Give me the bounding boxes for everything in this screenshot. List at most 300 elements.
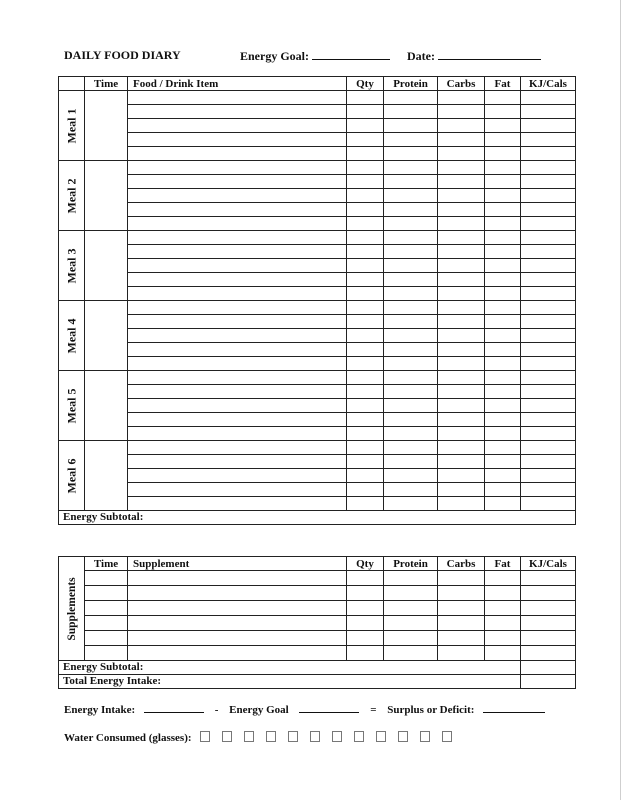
cell-kj[interactable] — [521, 217, 576, 231]
cell-fat[interactable] — [485, 203, 521, 217]
supp-cell-carbs[interactable] — [438, 586, 485, 601]
cell-protein[interactable] — [384, 231, 438, 245]
cell-protein[interactable] — [384, 203, 438, 217]
cell-fat[interactable] — [485, 105, 521, 119]
cell-qty[interactable] — [347, 427, 384, 441]
cell-item[interactable] — [128, 483, 347, 497]
cell-kj[interactable] — [521, 455, 576, 469]
cell-qty[interactable] — [347, 119, 384, 133]
cell-carbs[interactable] — [438, 399, 485, 413]
cell-carbs[interactable] — [438, 371, 485, 385]
cell-item[interactable] — [128, 301, 347, 315]
cell-protein[interactable] — [384, 329, 438, 343]
meal-row — [59, 315, 576, 329]
supp-cell-kj[interactable] — [521, 571, 576, 586]
cell-kj[interactable] — [521, 329, 576, 343]
cell-kj[interactable] — [521, 175, 576, 189]
cell-kj[interactable] — [521, 343, 576, 357]
cell-item[interactable] — [128, 105, 347, 119]
meal-row — [59, 91, 576, 105]
cell-carbs[interactable] — [438, 441, 485, 455]
cell-fat[interactable] — [485, 161, 521, 175]
cell-fat[interactable] — [485, 413, 521, 427]
supp-cell-protein[interactable] — [384, 571, 438, 586]
supp-cell-qty[interactable] — [347, 646, 384, 661]
cell-qty[interactable] — [347, 147, 384, 161]
supp-col-protein: Protein — [384, 557, 438, 571]
cell-item[interactable] — [128, 231, 347, 245]
cell-carbs[interactable] — [438, 119, 485, 133]
energy-goal-field[interactable] — [312, 48, 390, 60]
cell-protein[interactable] — [384, 133, 438, 147]
cell-carbs[interactable] — [438, 147, 485, 161]
cell-fat[interactable] — [485, 399, 521, 413]
cell-kj[interactable] — [521, 119, 576, 133]
cell-qty[interactable] — [347, 497, 384, 511]
surplus-deficit-label: Surplus or Deficit: — [387, 704, 475, 716]
cell-item[interactable] — [128, 455, 347, 469]
cell-qty[interactable] — [347, 469, 384, 483]
cell-qty[interactable] — [347, 189, 384, 203]
cell-kj[interactable] — [521, 315, 576, 329]
cell-carbs[interactable] — [438, 357, 485, 371]
supp-cell-fat[interactable] — [485, 586, 521, 601]
total-energy-intake-value[interactable] — [521, 675, 576, 689]
cell-carbs[interactable] — [438, 385, 485, 399]
supp-cell-protein[interactable] — [384, 601, 438, 616]
cell-qty[interactable] — [347, 371, 384, 385]
cell-item[interactable] — [128, 413, 347, 427]
cell-protein[interactable] — [384, 301, 438, 315]
cell-kj[interactable] — [521, 273, 576, 287]
supplements-label: Supplements — [65, 576, 78, 641]
col-time: Time — [85, 77, 128, 91]
cell-protein[interactable] — [384, 399, 438, 413]
corner-cell — [59, 77, 85, 91]
cell-item[interactable] — [128, 259, 347, 273]
cell-item[interactable] — [128, 189, 347, 203]
page-edge-line — [620, 0, 621, 800]
cell-protein[interactable] — [384, 315, 438, 329]
water-glass-checkbox[interactable] — [310, 731, 320, 742]
cell-item[interactable] — [128, 273, 347, 287]
cell-item[interactable] — [128, 245, 347, 259]
cell-carbs[interactable] — [438, 203, 485, 217]
cell-carbs[interactable] — [438, 231, 485, 245]
meal-row — [59, 189, 576, 203]
cell-protein[interactable] — [384, 245, 438, 259]
cell-kj[interactable] — [521, 441, 576, 455]
meal-time-cell[interactable] — [85, 371, 128, 441]
cell-protein[interactable] — [384, 273, 438, 287]
cell-kj[interactable] — [521, 105, 576, 119]
water-glass-checkbox[interactable] — [332, 731, 342, 742]
cell-carbs[interactable] — [438, 273, 485, 287]
supp-cell-fat[interactable] — [485, 616, 521, 631]
cell-qty[interactable] — [347, 231, 384, 245]
supp-cell-fat[interactable] — [485, 601, 521, 616]
water-glass-checkbox[interactable] — [244, 731, 254, 742]
cell-carbs[interactable] — [438, 217, 485, 231]
cell-fat[interactable] — [485, 231, 521, 245]
supp-cell-carbs[interactable] — [438, 646, 485, 661]
total-energy-intake: Total Energy Intake: — [59, 675, 521, 689]
supp-cell-time[interactable] — [85, 571, 128, 586]
water-glass-checkbox[interactable] — [354, 731, 364, 742]
water-glass-checkbox[interactable] — [442, 731, 452, 742]
cell-fat[interactable] — [485, 427, 521, 441]
cell-carbs[interactable] — [438, 427, 485, 441]
supp-col-supplement: Supplement — [128, 557, 347, 571]
cell-carbs[interactable] — [438, 497, 485, 511]
cell-item[interactable] — [128, 217, 347, 231]
cell-kj[interactable] — [521, 147, 576, 161]
water-glass-checkboxes — [200, 731, 464, 744]
cell-fat[interactable] — [485, 91, 521, 105]
cell-qty[interactable] — [347, 399, 384, 413]
cell-carbs[interactable] — [438, 329, 485, 343]
cell-carbs[interactable] — [438, 245, 485, 259]
cell-item[interactable] — [128, 427, 347, 441]
cell-fat[interactable] — [485, 455, 521, 469]
cell-qty[interactable] — [347, 259, 384, 273]
cell-qty[interactable] — [347, 413, 384, 427]
meal-row — [59, 357, 576, 371]
cell-kj[interactable] — [521, 287, 576, 301]
cell-qty[interactable] — [347, 273, 384, 287]
energy-goal-summary-field[interactable] — [299, 701, 359, 713]
cell-item[interactable] — [128, 133, 347, 147]
cell-item[interactable] — [128, 385, 347, 399]
cell-kj[interactable] — [521, 413, 576, 427]
cell-fat[interactable] — [485, 133, 521, 147]
water-glass-checkbox[interactable] — [376, 731, 386, 742]
meal-row — [59, 497, 576, 511]
supp-col-qty: Qty — [347, 557, 384, 571]
cell-fat[interactable] — [485, 189, 521, 203]
supplement-row — [59, 571, 576, 586]
cell-protein[interactable] — [384, 441, 438, 455]
cell-protein[interactable] — [384, 385, 438, 399]
cell-qty[interactable] — [347, 91, 384, 105]
cell-protein[interactable] — [384, 147, 438, 161]
supp-cell-kj[interactable] — [521, 631, 576, 646]
supp-cell-protein[interactable] — [384, 646, 438, 661]
supp-cell-protein[interactable] — [384, 586, 438, 601]
cell-qty[interactable] — [347, 287, 384, 301]
meal-time-cell[interactable] — [85, 161, 128, 231]
cell-protein[interactable] — [384, 343, 438, 357]
cell-item[interactable] — [128, 357, 347, 371]
date-field[interactable] — [438, 48, 541, 60]
cell-item[interactable] — [128, 147, 347, 161]
cell-qty[interactable] — [347, 441, 384, 455]
meal-row — [59, 133, 576, 147]
cell-kj[interactable] — [521, 385, 576, 399]
supp-cell-time[interactable] — [85, 601, 128, 616]
cell-qty[interactable] — [347, 385, 384, 399]
meal-label-cell — [59, 91, 85, 161]
cell-protein[interactable] — [384, 427, 438, 441]
cell-fat[interactable] — [485, 259, 521, 273]
supp-cell-carbs[interactable] — [438, 601, 485, 616]
cell-protein[interactable] — [384, 119, 438, 133]
supp-cell-supplement[interactable] — [128, 631, 347, 646]
cell-item[interactable] — [128, 329, 347, 343]
cell-fat[interactable] — [485, 175, 521, 189]
meal-label-cell — [59, 231, 85, 301]
energy-intake-label: Energy Intake: — [64, 704, 136, 716]
cell-protein[interactable] — [384, 287, 438, 301]
supp-col-kj-cals: KJ/Cals — [521, 557, 576, 571]
cell-qty[interactable] — [347, 203, 384, 217]
cell-fat[interactable] — [485, 357, 521, 371]
water-label: Water Consumed (glasses): — [64, 732, 192, 744]
supplements-header-row — [59, 557, 576, 571]
cell-kj[interactable] — [521, 427, 576, 441]
cell-qty[interactable] — [347, 175, 384, 189]
supp-cell-protein[interactable] — [384, 616, 438, 631]
meal-row — [59, 469, 576, 483]
supp-cell-qty[interactable] — [347, 631, 384, 646]
col-carbs: Carbs — [438, 77, 485, 91]
cell-fat[interactable] — [485, 217, 521, 231]
cell-carbs[interactable] — [438, 133, 485, 147]
cell-carbs[interactable] — [438, 483, 485, 497]
cell-protein[interactable] — [384, 259, 438, 273]
meal-row — [59, 301, 576, 315]
cell-protein[interactable] — [384, 497, 438, 511]
meal-row — [59, 413, 576, 427]
cell-fat[interactable] — [485, 497, 521, 511]
supp-cell-kj[interactable] — [521, 646, 576, 661]
meal-label-cell — [59, 301, 85, 371]
cell-item[interactable] — [128, 161, 347, 175]
cell-carbs[interactable] — [438, 455, 485, 469]
cell-carbs[interactable] — [438, 161, 485, 175]
minus-sign: - — [214, 704, 219, 716]
cell-item[interactable] — [128, 441, 347, 455]
meal-row — [59, 441, 576, 455]
supp-cell-carbs[interactable] — [438, 631, 485, 646]
cell-carbs[interactable] — [438, 91, 485, 105]
cell-kj[interactable] — [521, 399, 576, 413]
cell-qty[interactable] — [347, 217, 384, 231]
meal-time-cell[interactable] — [85, 231, 128, 301]
cell-kj[interactable] — [521, 161, 576, 175]
supp-cell-carbs[interactable] — [438, 571, 485, 586]
water-glass-checkbox[interactable] — [288, 731, 298, 742]
meal-row — [59, 287, 576, 301]
supp-cell-time[interactable] — [85, 631, 128, 646]
cell-carbs[interactable] — [438, 343, 485, 357]
supp-cell-supplement[interactable] — [128, 601, 347, 616]
cell-qty[interactable] — [347, 315, 384, 329]
cell-kj[interactable] — [521, 91, 576, 105]
diary-title: DAILY FOOD DIARY — [64, 48, 181, 62]
water-glass-checkbox[interactable] — [420, 731, 430, 742]
meal-row — [59, 203, 576, 217]
meal-row — [59, 455, 576, 469]
cell-fat[interactable] — [485, 287, 521, 301]
meal-row — [59, 119, 576, 133]
cell-fat[interactable] — [485, 245, 521, 259]
supplement-row — [59, 631, 576, 646]
cell-kj[interactable] — [521, 497, 576, 511]
meal-row — [59, 385, 576, 399]
cell-qty[interactable] — [347, 301, 384, 315]
supp-cell-supplement[interactable] — [128, 571, 347, 586]
cell-protein[interactable] — [384, 469, 438, 483]
supp-cell-qty[interactable] — [347, 601, 384, 616]
water-glass-checkbox[interactable] — [222, 731, 232, 742]
cell-fat[interactable] — [485, 343, 521, 357]
supp-cell-fat[interactable] — [485, 646, 521, 661]
supp-cell-qty[interactable] — [347, 571, 384, 586]
meals-header-row — [59, 77, 576, 91]
cell-carbs[interactable] — [438, 413, 485, 427]
meal-label: Meal 5 — [64, 388, 78, 423]
cell-item[interactable] — [128, 399, 347, 413]
energy-goal-label: Energy Goal: — [240, 49, 309, 63]
cell-kj[interactable] — [521, 133, 576, 147]
supp-cell-time[interactable] — [85, 586, 128, 601]
cell-item[interactable] — [128, 469, 347, 483]
meal-label: Meal 2 — [64, 178, 78, 213]
supp-cell-supplement[interactable] — [128, 646, 347, 661]
cell-qty[interactable] — [347, 483, 384, 497]
equals-sign: = — [370, 704, 377, 716]
cell-kj[interactable] — [521, 189, 576, 203]
meal-time-cell[interactable] — [85, 441, 128, 511]
cell-kj[interactable] — [521, 259, 576, 273]
cell-kj[interactable] — [521, 231, 576, 245]
cell-carbs[interactable] — [438, 189, 485, 203]
meal-time-cell[interactable] — [85, 301, 128, 371]
cell-fat[interactable] — [485, 441, 521, 455]
cell-kj[interactable] — [521, 301, 576, 315]
cell-kj[interactable] — [521, 357, 576, 371]
cell-carbs[interactable] — [438, 315, 485, 329]
cell-qty[interactable] — [347, 329, 384, 343]
cell-item[interactable] — [128, 175, 347, 189]
cell-item[interactable] — [128, 91, 347, 105]
surplus-deficit-field[interactable] — [483, 701, 545, 713]
cell-qty[interactable] — [347, 161, 384, 175]
water-glass-checkbox[interactable] — [398, 731, 408, 742]
energy-intake-field[interactable] — [144, 701, 204, 713]
supp-cell-kj[interactable] — [521, 586, 576, 601]
supp-cell-fat[interactable] — [485, 631, 521, 646]
supp-cell-kj[interactable] — [521, 601, 576, 616]
supp-cell-carbs[interactable] — [438, 616, 485, 631]
meal-row — [59, 147, 576, 161]
cell-qty[interactable] — [347, 105, 384, 119]
cell-fat[interactable] — [485, 385, 521, 399]
water-glass-checkbox[interactable] — [266, 731, 276, 742]
cell-protein[interactable] — [384, 189, 438, 203]
cell-protein[interactable] — [384, 161, 438, 175]
cell-kj[interactable] — [521, 483, 576, 497]
cell-qty[interactable] — [347, 343, 384, 357]
supp-cell-kj[interactable] — [521, 616, 576, 631]
cell-kj[interactable] — [521, 203, 576, 217]
water-glass-checkbox[interactable] — [200, 731, 210, 742]
supp-cell-qty[interactable] — [347, 586, 384, 601]
cell-protein[interactable] — [384, 357, 438, 371]
cell-protein[interactable] — [384, 483, 438, 497]
cell-qty[interactable] — [347, 245, 384, 259]
supp-cell-time[interactable] — [85, 646, 128, 661]
meal-row — [59, 259, 576, 273]
cell-protein[interactable] — [384, 413, 438, 427]
cell-kj[interactable] — [521, 245, 576, 259]
cell-fat[interactable] — [485, 273, 521, 287]
cell-qty[interactable] — [347, 133, 384, 147]
supp-cell-fat[interactable] — [485, 571, 521, 586]
cell-kj[interactable] — [521, 469, 576, 483]
cell-carbs[interactable] — [438, 105, 485, 119]
cell-item[interactable] — [128, 497, 347, 511]
cell-fat[interactable] — [485, 315, 521, 329]
meal-time-cell[interactable] — [85, 91, 128, 161]
meals-table — [58, 76, 576, 525]
supp-cell-supplement[interactable] — [128, 616, 347, 631]
cell-item[interactable] — [128, 343, 347, 357]
cell-protein[interactable] — [384, 175, 438, 189]
cell-fat[interactable] — [485, 483, 521, 497]
cell-fat[interactable] — [485, 329, 521, 343]
cell-kj[interactable] — [521, 371, 576, 385]
cell-protein[interactable] — [384, 105, 438, 119]
energy-goal-header — [240, 48, 390, 64]
cell-fat[interactable] — [485, 301, 521, 315]
cell-protein[interactable] — [384, 371, 438, 385]
cell-carbs[interactable] — [438, 175, 485, 189]
cell-carbs[interactable] — [438, 259, 485, 273]
cell-item[interactable] — [128, 371, 347, 385]
supp-cell-time[interactable] — [85, 616, 128, 631]
cell-item[interactable] — [128, 203, 347, 217]
cell-fat[interactable] — [485, 147, 521, 161]
cell-fat[interactable] — [485, 119, 521, 133]
meal-label: Meal 6 — [64, 458, 78, 493]
cell-fat[interactable] — [485, 469, 521, 483]
meal-row — [59, 231, 576, 245]
cell-protein[interactable] — [384, 455, 438, 469]
supp-cell-protein[interactable] — [384, 631, 438, 646]
cell-item[interactable] — [128, 119, 347, 133]
supp-cell-supplement[interactable] — [128, 586, 347, 601]
cell-protein[interactable] — [384, 217, 438, 231]
meals-energy-subtotal: Energy Subtotal: — [59, 511, 576, 525]
cell-carbs[interactable] — [438, 287, 485, 301]
cell-item[interactable] — [128, 287, 347, 301]
supplements-energy-subtotal-value[interactable] — [521, 661, 576, 675]
cell-item[interactable] — [128, 315, 347, 329]
cell-carbs[interactable] — [438, 301, 485, 315]
meal-row — [59, 175, 576, 189]
cell-qty[interactable] — [347, 455, 384, 469]
meal-label-cell — [59, 161, 85, 231]
supp-cell-qty[interactable] — [347, 616, 384, 631]
meal-row — [59, 371, 576, 385]
cell-fat[interactable] — [485, 371, 521, 385]
cell-carbs[interactable] — [438, 469, 485, 483]
meal-row — [59, 329, 576, 343]
cell-protein[interactable] — [384, 91, 438, 105]
cell-qty[interactable] — [347, 357, 384, 371]
